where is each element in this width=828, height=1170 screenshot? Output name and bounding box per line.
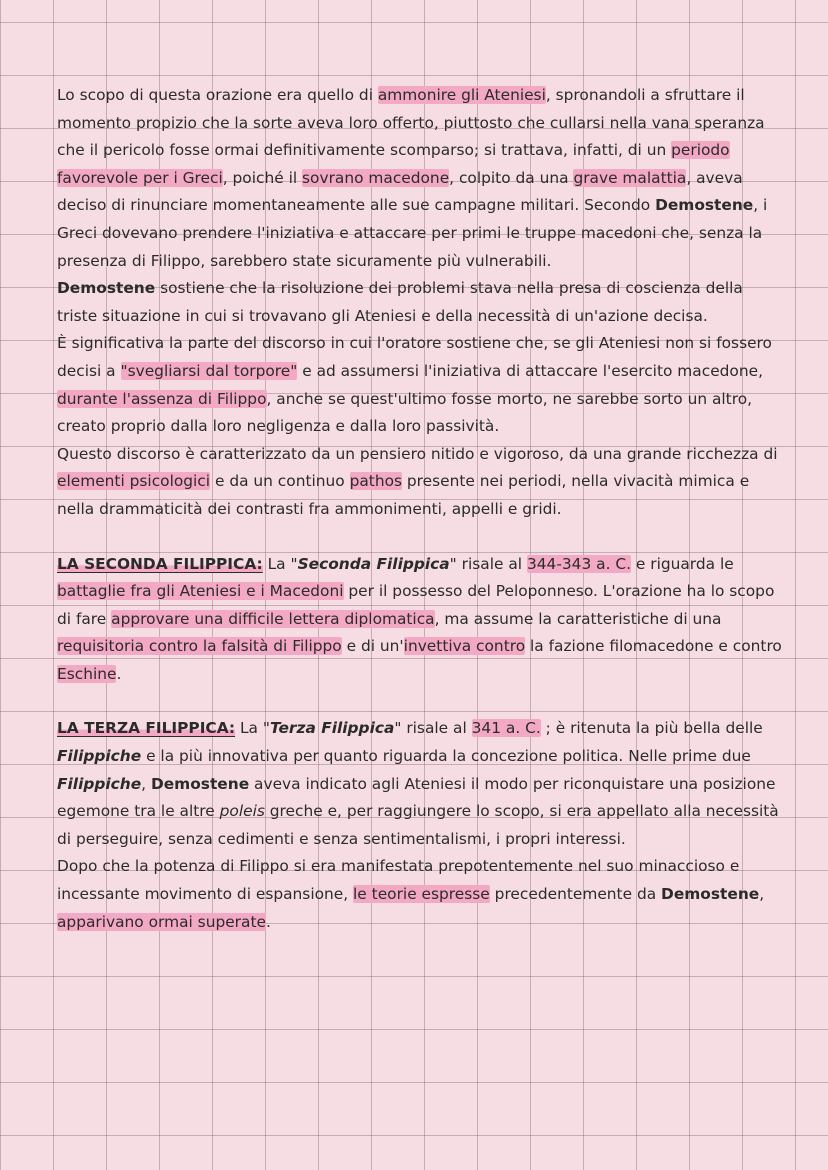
text: Questo discorso è caratterizzato da un pensiero nitido e vigoroso, da una grande ricchezza di bbox=[57, 444, 778, 463]
bold-name: Demostene bbox=[150, 774, 250, 793]
work-title: Filippiche bbox=[57, 774, 142, 793]
italic-term: poleis bbox=[219, 802, 265, 821]
section-heading: LA SECONDA FILIPPICA: bbox=[57, 554, 263, 573]
highlight: periodo favorevole per i Greci bbox=[57, 141, 730, 187]
paragraph-terza-filippica bbox=[57, 715, 787, 853]
highlight: invettiva contro bbox=[403, 637, 526, 656]
text: Lo scopo di questa orazione era quello di bbox=[57, 86, 378, 104]
highlight: elementi psicologici bbox=[57, 472, 211, 491]
paragraph-risoluzione bbox=[57, 275, 787, 330]
highlight: "svegliarsi dal torpore" bbox=[120, 361, 298, 380]
text: sostiene che la risoluzione dei problemi stava nella presa di coscienza della triste situazione in cui si trovavano gli Ateniesi e della necessità di un'azione decisa. bbox=[57, 279, 743, 325]
text: . bbox=[116, 664, 122, 683]
highlight: 341 a. C. bbox=[471, 719, 541, 738]
text: , spronandoli a sfruttare il momento propizio che la sorte aveva loro offerto, piuttosto che cullarsi nella vana speranza che il pericolo fosse ormai definitivamente scomparso; si trattava, infatti, di un bbox=[57, 86, 765, 160]
text: " risale al bbox=[449, 554, 527, 573]
text: . bbox=[265, 912, 271, 931]
highlight: apparivano ormai superate bbox=[57, 912, 266, 931]
text: la fazione filomacedone e contro bbox=[525, 637, 782, 656]
highlight: grave malattia bbox=[573, 168, 687, 187]
paragraph-seconda-filippica bbox=[57, 551, 787, 689]
bold-name: Demostene bbox=[57, 279, 156, 298]
paragraph-teorie-superate bbox=[57, 853, 787, 936]
bold-name: Demostene bbox=[655, 196, 754, 215]
text: " risale al bbox=[394, 719, 472, 738]
highlight: 344-343 a. C. bbox=[526, 554, 631, 573]
highlight: ammonire gli Ateniesi bbox=[377, 86, 546, 104]
text: aveva indicato agli Ateniesi il modo per riconquistare una posizione egemone tra le altre bbox=[57, 774, 776, 821]
text: , aveva deciso di rinunciare momentaneamente alle sue campagne militari. Secondo bbox=[57, 168, 743, 215]
highlight: pathos bbox=[349, 472, 403, 491]
page-content bbox=[57, 82, 787, 936]
text: Dopo che la potenza di Filippo si era manifestata prepotentemente nel suo minaccioso e incessante movimento di espansione, bbox=[57, 857, 740, 904]
highlight: Eschine bbox=[57, 664, 117, 683]
paragraph-scopo-orazione bbox=[57, 82, 787, 275]
highlight: sovrano macedone bbox=[302, 168, 450, 187]
text: e di un' bbox=[341, 637, 404, 656]
text: La " bbox=[235, 719, 270, 738]
text: , colpito da una bbox=[449, 168, 574, 187]
paragraph-stile bbox=[57, 441, 787, 524]
text: precedentemente da bbox=[489, 885, 662, 904]
paragraph-torpore bbox=[57, 330, 787, 440]
bold-name: Demostene bbox=[661, 885, 760, 904]
text: presente nei periodi, nella vivacità mimica e nella drammaticità dei contrasti fra ammonimenti, appelli e gridi. bbox=[57, 472, 750, 518]
spacer bbox=[57, 524, 787, 551]
text: È significativa la parte del discorso in cui l'oratore sostiene che, se gli Ateniesi non si fossero decisi a bbox=[57, 334, 772, 380]
text: e da un continuo bbox=[210, 472, 350, 491]
work-title: Filippiche bbox=[57, 747, 142, 766]
text: La " bbox=[262, 554, 298, 573]
work-title: Terza Filippica bbox=[269, 719, 395, 738]
highlight: le teorie espresse bbox=[353, 885, 490, 904]
section-heading: LA TERZA FILIPPICA: bbox=[57, 719, 236, 738]
text: , ma assume la caratteristiche di una bbox=[434, 609, 722, 628]
highlight: requisitoria contro la falsità di Filippo bbox=[57, 637, 342, 656]
work-title: Seconda Filippica bbox=[297, 554, 450, 573]
text: , bbox=[759, 885, 765, 904]
text: e riguarda le bbox=[631, 554, 734, 573]
text: e la più innovativa per quanto riguarda la concezione politica. Nelle prime due bbox=[141, 747, 751, 766]
highlight: durante l'assenza di Filippo bbox=[57, 389, 267, 408]
text: greche e, per raggiungere lo scopo, si era appellato alla necessità di perseguire, senza cedimenti e senza sentimentalismi, i propri interessi. bbox=[57, 802, 779, 848]
highlight: approvare una difficile lettera diplomatica bbox=[111, 609, 435, 628]
text: , bbox=[141, 774, 151, 793]
spacer bbox=[57, 688, 787, 715]
text: per il possesso del Peloponneso. L'orazione ha lo scopo di fare bbox=[57, 582, 775, 628]
text: e ad assumersi l'iniziativa di attaccare l'esercito macedone, bbox=[297, 361, 763, 380]
text: , i Greci dovevano prendere l'iniziativa e attaccare per primi le truppe macedoni che, senza la presenza di Filippo, sarebbero state sicuramente più vulnerabili. bbox=[57, 196, 768, 270]
text: , poiché il bbox=[222, 168, 303, 187]
text: ; è ritenuta la più bella delle bbox=[540, 719, 763, 738]
text: , anche se quest'ultimo fosse morto, ne sarebbe sorto un altro, creato proprio dalla loro negligenza e dalla loro passività. bbox=[57, 389, 753, 436]
highlight: battaglie fra gli Ateniesi e i Macedoni bbox=[57, 582, 344, 601]
